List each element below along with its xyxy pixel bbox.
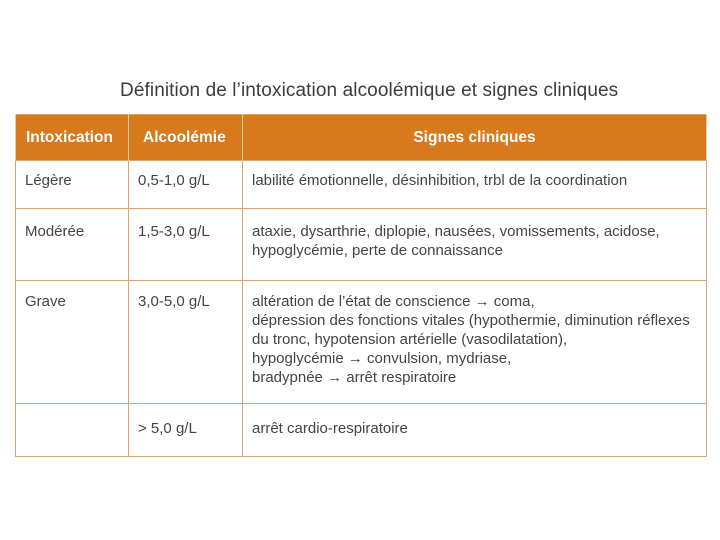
- cell-intoxication: Légère: [16, 161, 129, 209]
- table-row: [16, 404, 707, 457]
- signe-line: du tronc, hypotension artérielle (vasodilatation),: [252, 331, 568, 348]
- signe-line: hypoglycémie, perte de connaissance: [252, 242, 503, 259]
- signe-line: hypoglycémie → convulsion, mydriase,: [252, 350, 512, 367]
- cell-signes: [243, 404, 707, 457]
- table-row: [16, 281, 707, 404]
- cell-signes: [243, 281, 707, 404]
- cell-alcoolemie: 3,0-5,0 g/L: [129, 281, 243, 404]
- cell-intoxication: Modérée: [16, 209, 129, 281]
- signe-line: arrêt cardio-respiratoire: [252, 420, 408, 437]
- signe-line: ataxie, dysarthrie, diplopie, nausées, vomissements, acidose,: [252, 223, 660, 240]
- cell-signes: [243, 161, 707, 209]
- header-intoxication: Intoxication: [16, 115, 129, 161]
- cell-alcoolemie: 1,5-3,0 g/L: [129, 209, 243, 281]
- cell-intoxication: [16, 404, 129, 457]
- cell-signes: [243, 209, 707, 281]
- cell-intoxication: Grave: [16, 281, 129, 404]
- cell-alcoolemie: > 5,0 g/L: [129, 404, 243, 457]
- signe-line: dépression des fonctions vitales (hypothermie, diminution réflexes: [252, 312, 690, 329]
- signe-line: altération de l’état de conscience → coma,: [252, 293, 535, 310]
- table-row: [16, 209, 707, 281]
- header-signes-cliniques: Signes cliniques: [243, 115, 707, 161]
- table-header-row: [16, 115, 707, 161]
- signe-line: labilité émotionnelle, désinhibition, trbl de la coordination: [252, 172, 628, 189]
- cell-alcoolemie: 0,5-1,0 g/L: [129, 161, 243, 209]
- table-title: Définition de l’intoxication alcoolémique et signes cliniques: [120, 80, 619, 101]
- table-row: [16, 161, 707, 209]
- signe-line: bradypnée → arrêt respiratoire: [252, 369, 457, 386]
- header-alcoolemie: Alcoolémie: [129, 115, 243, 161]
- intoxication-table: [15, 114, 707, 457]
